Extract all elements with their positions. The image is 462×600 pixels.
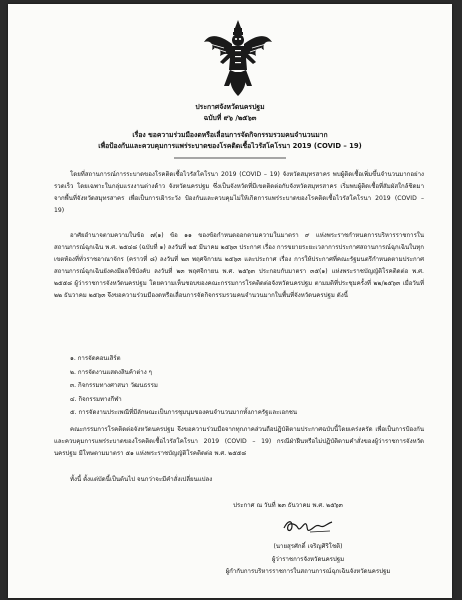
document-page [8, 4, 452, 598]
paragraph-authority-text: อาศัยอำนาจตามความในข้อ ๗(๑) ข้อ ๑๑ ของข้อกำหนดออกตามความในมาตรา ๙ แห่งพระราชกำหนดการบริหารราชการในสถานการณ์ฉุกเฉิน พ.ศ. ๒๕๔๘ (ฉบับที่ ๑) ลงวันที่ ๒๕ มีนาคม ๒๕๖๓ ประกาศ เรื่อง การขยายระยะเวลาการประกาศสถานการณ์ฉุกเฉินในทุกเขตท้องที่ทั่วราชอาณาจักร (คราวที่ ๘) ลงวันที่ ๒๓ พฤศจิกายน ๒๕๖๓ และประกาศ เรื่อง การให้ประกาศที่คณะรัฐมนตรีกำหนดตามประกาศสถานการณ์ฉุกเฉินยังคงมีผลใช้บังคับ ลงวันที่ ๒๓ พฤศจิกายน พ.ศ. ๒๕๖๓ ประกอบกับมาตรา ๓๕(๑) แห่งพระราชบัญญัติโรคติดต่อ พ.ศ. ๒๕๕๘ ผู้ว่าราชการจังหวัดนครปฐม โดยความเห็นชอบของคณะกรรมการโรคติดต่อจังหวัดนครปฐม ตามมติที่ประชุมครั้งที่ ๒๒/๒๕๖๓ เมื่อวันที่ ๒๒ ธันวาคม ๒๕๖๓ จึงขอความร่วมมืองดหรือเลื่อนการจัดกิจกรรมรวมคนจำนวนมากในพื้นที่จังหวัดนครปฐม ดังนี้ [54, 232, 424, 299]
list-item: ๓. กิจกรรมทางศาสนา วัฒนธรรม [70, 382, 158, 389]
paragraph-authority [54, 230, 424, 302]
paragraph-background-text: โดยที่สถานการณ์การระบาดของโรคติดเชื้อไวรัสโคโรนา 2019 (COVID – 19) จังหวัดสมุทรสาคร พบผู้ติดเชื้อเพิ่มขึ้นจำนวนมากอย่างรวดเร็ว โดยเฉพาะในกลุ่มแรงงานต่างด้าว จังหวัดนครปฐม ซึ่งเป็นจังหวัดที่มีเขตติดต่อกับจังหวัดสมุทรสาคร เริ่มพบผู้ติดเชื้อที่สัมผัสใกล้ชิดมาจากพื้นที่จังหวัดสมุทรสาคร เพื่อเป็นการเฝ้าระวัง ป้องกันและควบคุมไม่ให้เกิดการแพร่ระบาดของโรคติดเชื้อไวรัสโคโรนา 2019 (COVID – 19) [54, 171, 424, 214]
paragraph-cooperation [54, 424, 424, 460]
effective-statement [54, 474, 424, 486]
activity-list [70, 352, 297, 420]
paragraph-cooperation-text: คณะกรรมการโรคติดต่อจังหวัดนครปฐม จึงขอความร่วมมือจากทุกภาคส่วนถือปฏิบัติตามประกาศฉบับนี้โดยเคร่งครัด เพื่อเป็นการป้องกัน และควบคุมการแพร่ระบาดของโรคติดเชื้อไวรัสโคโรนา 2019 (COVID – 19) กรณีฝ่าฝืนหรือไม่ปฏิบัติตามคำสั่งของผู้ว่าราชการจังหวัดนครปฐม มีโทษตามมาตรา ๕๑ แห่งพระราชบัญญัติโรคติดต่อ พ.ศ. ๒๕๕๘ [54, 426, 424, 457]
announcement-number: ฉบับที่ ๙๖ /๒๕๖๓ [203, 114, 257, 122]
effective-statement-text: ทั้งนี้ ตั้งแต่บัดนี้เป็นต้นไป จนกว่าจะมีคำสั่งเปลี่ยนแปลง [70, 476, 213, 483]
list-item: ๑. การจัดคอนเสิร์ต [70, 355, 121, 362]
signatory-name: (นายสุรศักดิ์ เจริญศิริโชติ) [273, 543, 343, 550]
list-item: ๒. การจัดงานแสดงสินค้าต่าง ๆ [70, 368, 152, 376]
signatory-role: ผู้กำกับการบริหารราชการในสถานการณ์ฉุกเฉินจังหวัดนครปฐม [225, 568, 391, 575]
subject-line-1: เรื่อง ขอความร่วมมืองดหรือเลื่อนการจัดกิจกรรมรวมคนจำนวนมาก [132, 131, 328, 139]
signatory-position: ผู้ว่าราชการจังหวัดนครปฐม [271, 556, 345, 563]
handwritten-signature [280, 516, 336, 536]
list-item: ๕. การจัดงานประเพณีที่มีลักษณะเป็นการชุมนุมของคนจำนวนมากทั้งภาครัฐและเอกชน [70, 409, 298, 416]
subject-line-2: เพื่อป้องกันและควบคุมการแพร่ระบาดของโรคติดเชื้อไวรัสโคโรนา 2019 (COVID – 19) [98, 142, 362, 150]
garuda-emblem-icon [202, 18, 274, 98]
date-line: ประกาศ ณ วันที่ ๒๓ ธันวาคม พ.ศ. ๒๕๖๓ [233, 502, 343, 509]
list-item: ๔. กิจกรรมทางกีฬา [70, 395, 122, 403]
announcement-title: ประกาศจังหวัดนครปฐม [195, 103, 265, 111]
header-divider [174, 157, 286, 159]
paragraph-background [54, 169, 424, 217]
